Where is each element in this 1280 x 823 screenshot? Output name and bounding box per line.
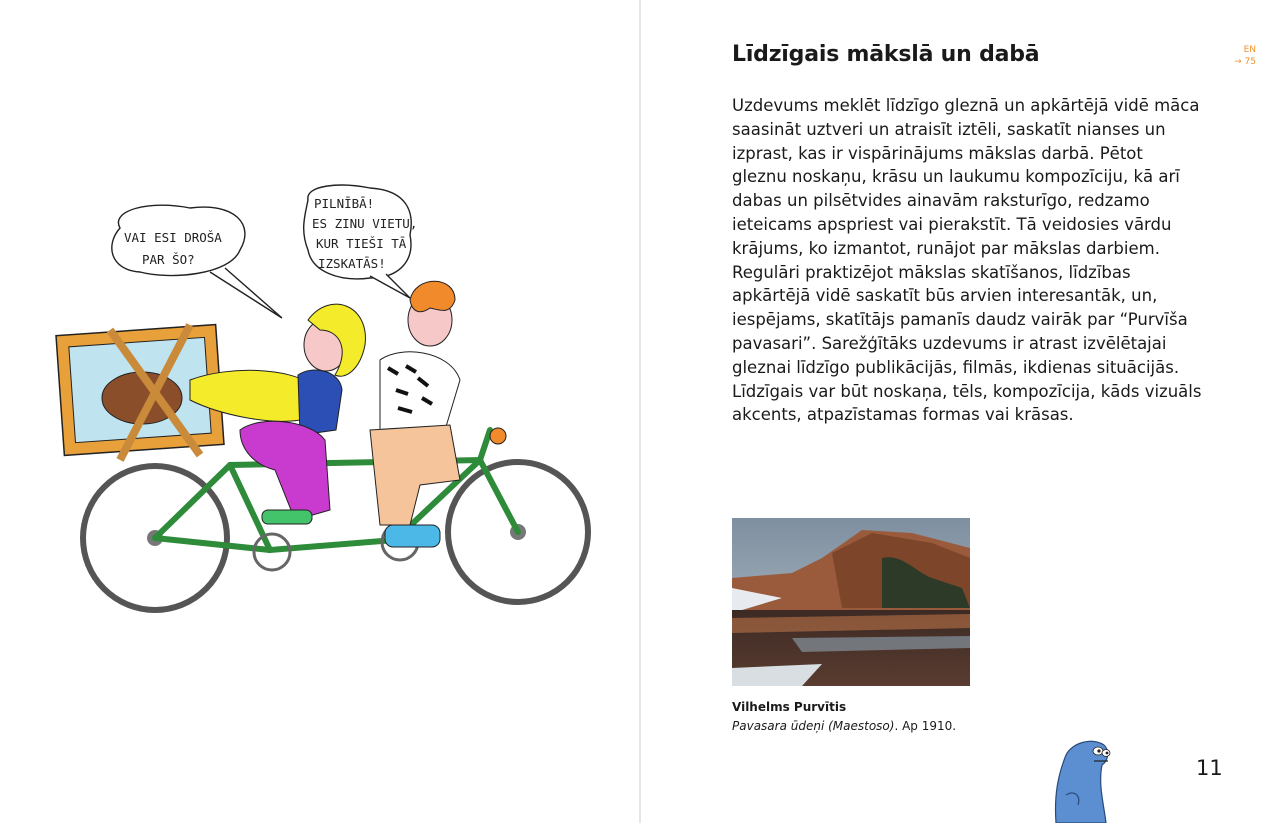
caption-artist: Vilhelms Purvītis bbox=[732, 700, 847, 714]
page-title: Līdzīgais mākslā un dabā bbox=[732, 42, 1040, 67]
bubble-left-line1: VAI ESI DROŠA bbox=[124, 230, 222, 245]
lang-page-ref: → 75 bbox=[1234, 57, 1256, 67]
painting-image bbox=[732, 518, 970, 686]
page-number: 11 bbox=[1196, 756, 1223, 780]
caption-work-title: Pavasara ūdeņi (Maestoso) bbox=[732, 719, 895, 733]
lang-code: EN bbox=[1243, 45, 1256, 55]
bubble-right-line3: KUR TIEŠI TĀ bbox=[316, 236, 407, 251]
left-page bbox=[0, 0, 639, 823]
speech-bubble-right bbox=[304, 185, 418, 298]
right-page bbox=[641, 0, 1280, 823]
caption-work-date: . Ap 1910. bbox=[894, 719, 957, 733]
speech-bubble-left bbox=[112, 205, 282, 318]
tandem-bicycle-illustration bbox=[50, 180, 610, 620]
headlight bbox=[490, 428, 506, 444]
body-paragraph: Uzdevums meklēt līdzīgo gleznā un apkārtējā vidē māca saasināt uztveri un atraisīt iztēli, saskatīt nianses un izprast, kas ir vispārinājums mākslas darbā. Pētot gleznu noskaņu, krāsu un laukumu kompozīciju, kā arī dabas un pilsētvides ainavām raksturīgo, redzamo ieteicams apspriest vai pierakstīt. Tā veidosies vārdu krājums, ko izmantot, runājot par mākslas darbiem. Regulāri praktizējot mākslas skatīšanos, līdzības apkārtējā vidē saskatīt būs arvien interesantāk, un, iespējams, skatītājs pamanīs daudz vairāk par “Purvīša pavasari”. Sarežģītāks uzdevums ir atrast izvēlētajai gleznai līdzīgo publikācijās, filmās, ikdienas situācijās. Līdzīgais var būt noskaņa, tēls, kompozīcija, kāds vizuāls akcents, atpazīstamas formas vai krāsas. bbox=[732, 96, 1202, 425]
bubble-right-line4: IZSKATĀS! bbox=[318, 256, 386, 271]
caption-work bbox=[732, 719, 956, 733]
blue-creature-mascot bbox=[1036, 735, 1116, 823]
bubble-right-line1: PILNĪBĀ! bbox=[314, 196, 375, 211]
bubble-left-line2: PAR ŠO? bbox=[142, 252, 195, 267]
front-rider bbox=[370, 281, 460, 547]
language-reference[interactable] bbox=[1234, 44, 1256, 68]
bubble-right-line2: ES ZINU VIETU, bbox=[312, 216, 418, 231]
